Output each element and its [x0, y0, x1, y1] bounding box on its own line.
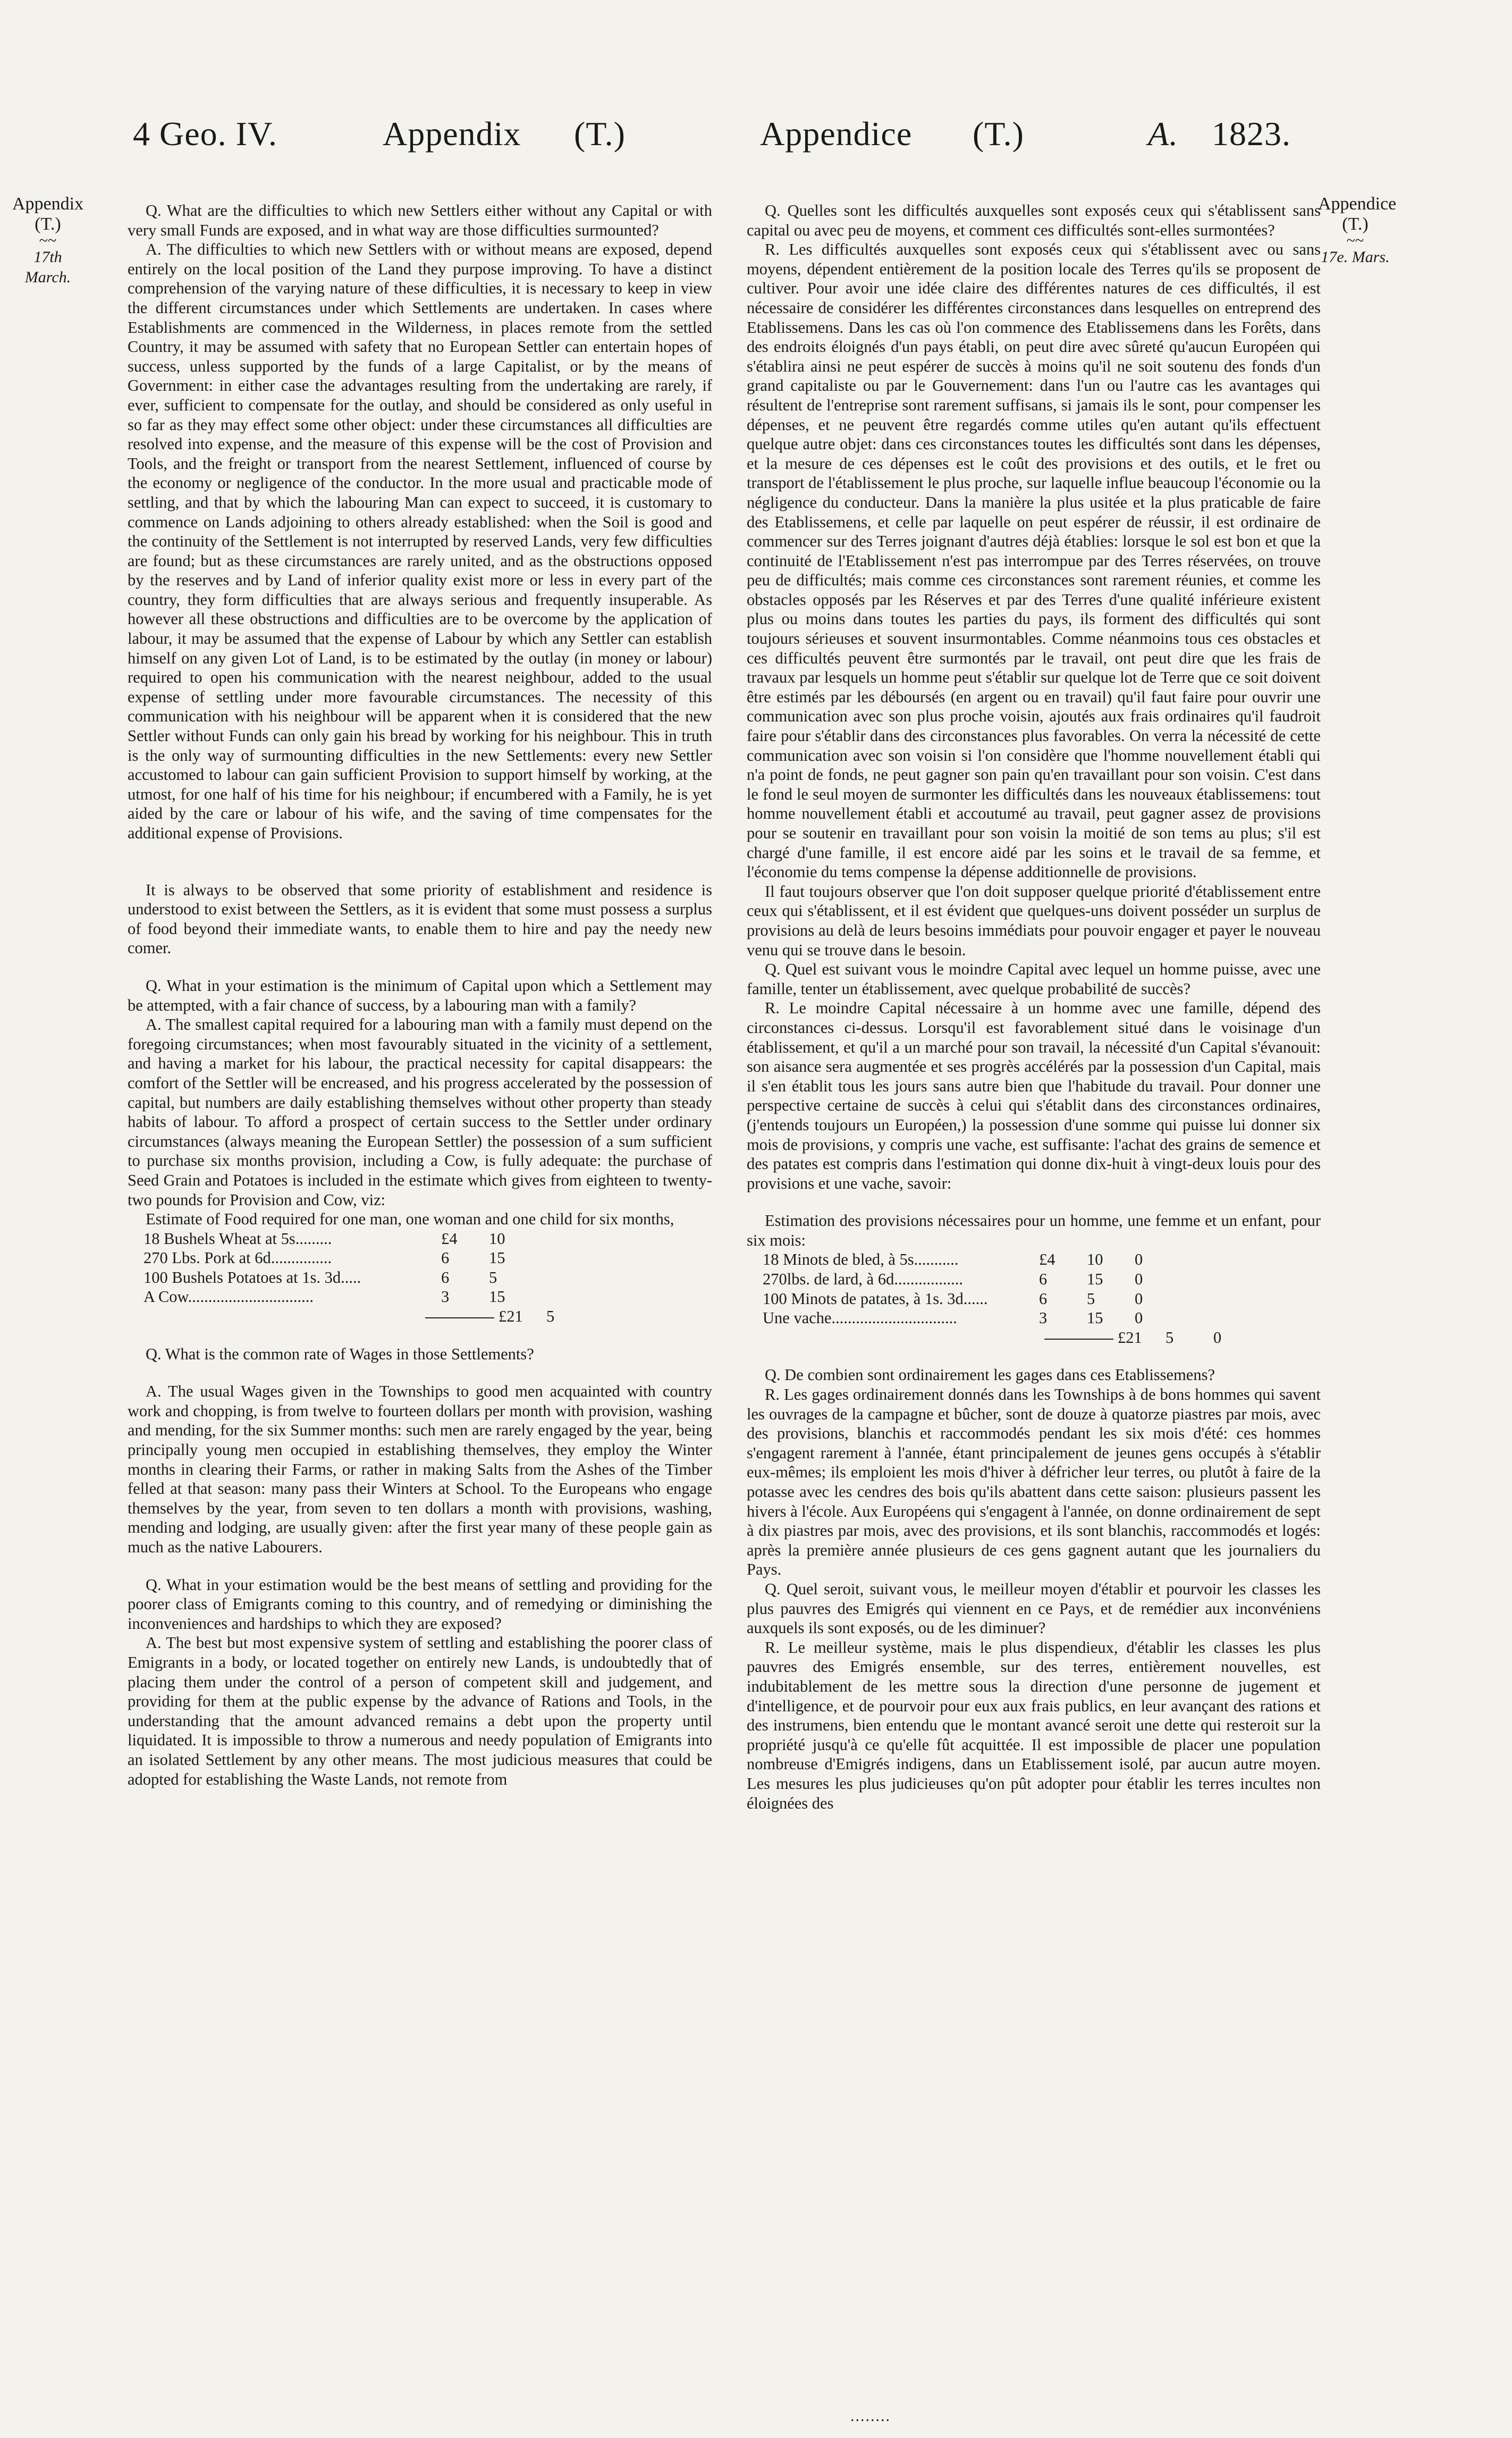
priority-note: Il faut toujours observer que l'on doit supposer quelque priorité d'établissement entre ceux qui s'établissent, et il est évident que quelques-uns doivent posséder un surplus de provisions au delà de leurs besoins immédiats pour pouvoir engager et payer le nouveau venu qui se trouve dans le besoin.	[747, 882, 1321, 959]
estimate-total: £21 5	[128, 1307, 712, 1326]
estimate-intro: Estimation des provisions nécessaires pour un homme, une femme et un enfant, pour six mois:	[747, 1212, 1321, 1249]
question-3: Q. De combien sont ordinairement les gages dans ces Etablissemens?	[765, 1366, 1215, 1384]
a-mark: A.	[1148, 115, 1179, 153]
answer-1: A. The difficulties to which new Settlers with or without means are exposed, depend entirely on the local position of the Land they purpose improving. To have a distinct comprehension of the varying nature of these difficulties, it is necessary to keep in view the different circumstances under which Settlements are undertaken. In cases where Establishments are commenced in the Wilderness, in places remote from the settled Country, it may be assumed with safety that no European Settler can entertain hopes of success, unless supported by the funds of a large Capitalist, or by the means of Government: in either case the advantages resulting from the undertaking are rarely, if ever, sufficient to compensate for the outlay, and should be considered as only useful in so far as they may effect some other object: under these circumstances all difficulties are resolved into expense, and the measure of this expense will be the cost of Provision and Tools, and the freight or transport from the nearest Settlement, influenced of course by the economy or negligence of the conductor. In the more usual and practicable mode of settling, and that by which the labouring Man can expect to succeed, it is customary to commence on Lands adjoining to others already established: when the Soil is good and the continuity of the Settlement is not interrupted by reserved Lands, very few difficulties are found; but as these circumstances are rarely united, and as the obstructions opposed by the reserves and by Land of inferior quality exist more or less in every part of the country, they form difficulties that are always serious and frequently insuperable. As however all these obstructions and difficulties are to be overcome by the application of labour, it may be assumed that the expense of Labour by which any Settler can establish himself on any given Lot of Land, is to be estimated by the outlay (in money or labour) required to open his communication with the nearest neighbour, added to the usual expense of settling under more favourable circumstances. The necessity of this communication with his neighbour will be apparent when it is considered that the new Settler without Funds can only gain his bread by working for his neighbour. This in truth is the only way of surmounting difficulties in the new Settlements: every new Settler accustomed to labour can gain sufficient Provision to support himself by working, at the utmost, for one half of his time for his neighbour; if encumbered with a Family, he is yet aided by the care or labour of his wife, and the saving of time compensates for the additional expense of Provisions.	[128, 240, 712, 842]
year-label: 1823.	[1212, 115, 1291, 153]
french-column	[747, 201, 1321, 2412]
question-4: Q. Quel seroit, suivant vous, le meilleur moyen d'établir et pourvoir les classes les plus pauvres des Emigrés qui viennent en ce Pays, et de remédier aux inconvéniens auxquels ils sont exposés, ou de les diminuer?	[747, 1579, 1321, 1637]
estimate-row: 100 Bushels Potatoes at 1s. 3d..... 6 5	[143, 1268, 497, 1287]
appendix-label-fr: Appendice	[760, 115, 913, 153]
estimate-row: 270 Lbs. Pork at 6d............... 6 15	[143, 1249, 505, 1267]
answer-3: R. Les gages ordinairement donnés dans les Townships à de bons hommes qui savent les ouvrages de la campagne et bûcher, sont de douze à quatorze piastres par mois, avec des provisions, blanchis et raccommodés pendant les six mois d'été: ces hommes s'engagent rarement à l'année, étant principalement de jeunes gens occupés à s'établir eux-mêmes; ils emploient les mois d'hiver à défricher leur terres, ou plutôt à faire de la potasse avec les cendres des bois qu'ils abattent dans cette saison: plusieurs passent les hivers à l'école. Aux Européens qui s'engagent à l'année, on donne ordinairement de sept à dix piastres par mois, avec des provisions, et ils sont blanchis, raccommodés et logés: après la première année plusieurs de ces gens gagnent autant que les journaliers du Pays.	[747, 1385, 1321, 1579]
answer-4: A. The best but most expensive system of settling and establishing the poorer class of Emigrants in a body, or located together on entirely new Lands, is undoubtedly that of placing them under the control of a person of competent skill and judgement, and providing for them at the public expense by the advance of Rations and Tools, in the understanding that the amount advanced remains a debt upon the property until liquidated. It is impossible to throw a numerous and needy population of Emigrants into an isolated Settlement by any other means. The most judicious measures that could be adopted for establishing the Waste Lands, not remote from	[128, 1634, 712, 1788]
answer-4: R. Le meilleur système, mais le plus dispendieux, d'établir les classes les plus pauvres des Emigrés ensemble, sur des terres, entièrement nouvelles, est indubitablement de les mettre sous la direction d'une personne de jugement et d'intelligence, et de pourvoir pour eux aux frais publics, en leur avançant des rations et des instrumens, bien entendu que le montant avancé seroit une dette qui resteroit sur la propriété jusqu'à ce qu'elle fût acquittée. Il est impossible de placer une population nombreuse d'Emigrés indigens, dans un Etablissement isolé, par aucun autre moyen. Les mesures les plus judicieuses qu'on pût adopter pour établir les terres incultes non éloignées des	[747, 1638, 1321, 1812]
estimate-intro: Estimate of Food required for one man, one woman and one child for six months,	[146, 1210, 674, 1229]
appendix-label-en: Appendix	[383, 115, 521, 153]
question-1: Q. Quelles sont les difficultés auxquelles sont exposés ceux qui s'établissent sans capital ou avec peu de moyens, et comment ces difficultés sont-elles surmontées?	[747, 201, 1321, 239]
running-header	[133, 114, 1302, 162]
question-4: Q. What in your estimation would be the best means of settling and providing for the poorer class of Emigrants coming to this country, and of remedying or diminishing the inconveniences and hardships to which they are exposed?	[128, 1575, 712, 1633]
question-2: Q. Quel est suivant vous le moindre Capital avec lequel un homme puisse, avec une famille, tenter un établissement, avec quelque probabilité de succès?	[747, 960, 1321, 998]
estimate-row: 18 Minots de bled, à 5s........... £4 10 0	[763, 1250, 1143, 1269]
catchword: ........	[850, 2407, 891, 2425]
question-3: Q. What is the common rate of Wages in those Settlements?	[146, 1344, 534, 1363]
margin-date: 17th March.	[24, 248, 71, 286]
answer-2: R. Le moindre Capital nécessaire à un homme avec une famille, dépend des circonstances ci-dessus. Lorsqu'il est favorablement situé dans le voisinage d'un établissement, et qu'il a un marché pour son travail, la nécessité d'un Capital s'évanouit: son aisance sera augmentée et ses progrès accélérés par la possession d'un Capital, mais il s'en établit tous les jours sans autre bien que l'habitude du travail. Pour donner une perspective certaine de succès à celui qui s'établit dans des circonstances ordinaires, (j'entends toujours un Européen,) la possession d'une somme qui puisse lui donner six mois de provisions, y compris une vache, est suffisante: l'achat des grains de semence et des patates est compris dans l'estimation qui donne dix-huit à vingt-deux louis pour des provisions et une vache, savoir:	[747, 999, 1321, 1192]
flourish-ornament: ~~	[1346, 232, 1364, 249]
session-label: 4 Geo. IV.	[133, 115, 277, 153]
estimate-row: A Cow............................... 3 15	[143, 1288, 505, 1306]
priority-note: It is always to be observed that some priority of establishment and residence is understood to exist between the Settlers, as it is evident that some must possess a surplus of food beyond their immediate wants, to enable them to hire and pay the needy new comer.	[128, 880, 712, 957]
question-2: Q. What in your estimation is the minimum of Capital upon which a Settlement may be attempted, with a fair chance of success, by a labouring man with a family?	[128, 976, 712, 1014]
answer-3: A. The usual Wages given in the Townships to good men acquainted with country work and chopping, is from twelve to fourteen dollars per month with provision, washing and mending, for the six Summer months: such men are rarely engaged by the year, being principally young men occupied in establishing themselves, they employ the Winter months in clearing their Farms, or rather in making Salts from the Ashes of the Timber felled at that season: many pass their Winters at School. To the Europeans who engage themselves by the year, from seven to ten dollars a month with provisions, washing, mending and lodging, are usually given: after the first year many of these people gain as much as the native Labourers.	[128, 1382, 712, 1556]
estimate-row: 18 Bushels Wheat at 5s......... £4 10	[143, 1229, 505, 1248]
flourish-ornament: ~~	[39, 232, 57, 249]
estimate-table	[747, 1250, 1321, 1347]
margin-appendix-letter: (T.)	[35, 214, 61, 234]
answer-1: R. Les difficultés auxquelles sont exposés ceux qui s'établissent avec ou sans moyens, dépendent entièrement de la position locale des Terres qu'ils se proposent de cultiver. Pour avoir une idée claire des différentes natures de ces difficultés, il est nécessaire de considérer les différentes circonstances dans lesquelles on entreprend des Etablissemens. Dans les cas où l'on commence des Etablissemens dans les Forêts, dans des endroits éloignés d'un pays établi, on peut dire avec sûreté qu'aucun Européen qui s'établira ainsi ne peut espérer de succès à moins qu'il ne soit soutenu des fonds d'un grand capitaliste ou par le Gouvernement: dans l'un ou l'autre cas les avantages qui résultent de l'entreprise sont rarement suffisans, si jamais ils le sont, pour compenser les dépenses, et ne peuvent être regardés comme utiles qu'en autant qu'ils effectuent quelque autre objet: dans ces circonstances toutes les difficultés sont dans les dépenses, et la mesure de ces dépenses est le coût des provisions et des outils, et le fret ou transport de l'établissement le plus proche, sur laquelle influe beaucoup l'économie ou la négligence du conducteur. Dans la manière la plus usitée et la plus praticable de faire des Etablissemens, et celle par laquelle on peut espérer de réussir, il est ordinaire de commencer sur des Terres joignant d'autres déjà établies: lorsque le sol est bon et que la continuité de l'Etablissement n'est pas interrompue par des Terres réservées, on trouve peu de difficultés; mais comme ces circonstances sont rarement réunies, et comme les obstacles opposés par les Réserves et par des Terres d'une qualité inférieure existent plus ou moins dans toutes les parties du pays, ils forment des difficultés qui sont toujours sérieuses et souvent insurmontables. Comme néanmoins tous ces obstacles et ces difficultés peuvent être surmontés par le travail, ont peut dire que les frais de travaux par lesquels un homme peut s'établir sur quelque lot de Terre que ce soit doivent être estimés par les déboursés (en argent ou en travail) qu'il faut faire pour ouvrir une communication avec son plus proche voisin, ajoutés aux frais ordinaires qu'il faudroit faire pour s'établir dans des circonstances plus favorables. On verra la nécessité de cette communication avec son voisin si l'on considère que l'homme nouvellement établi qui n'a point de fonds, ne peut gagner son pain qu'en travaillant pour son voisin. C'est dans le fond le seul moyen de surmonter les difficultés dans les nouveaux établissemens: tout homme nouvellement établi et accoutumé au travail, peut gagner assez de provisions pour se soutenir en travaillant pour son voisin la moitié de son tems au plus; s'il est chargé d'une famille, il est encore aidé par les soins et le travail de sa femme, et l'économie du tems compense la dépense additionnelle de provisions.	[747, 240, 1321, 881]
estimate-row: Une vache............................... 3 15 0	[763, 1309, 1143, 1327]
margin-date: 17e. Mars.	[1321, 248, 1390, 266]
english-column	[128, 201, 712, 2412]
margin-appendix-label: Appendice	[1318, 194, 1397, 214]
estimate-total: £21 5 0	[747, 1328, 1321, 1348]
question-1: Q. What are the difficulties to which new Settlers either without any Capital or with very small Funds are exposed, and in what way are those difficulties surmounted?	[128, 201, 712, 239]
estimate-row: 100 Minots de patates, à 1s. 3d...... 6 5 0	[763, 1289, 1143, 1308]
appendix-letter-fr: (T.)	[973, 115, 1024, 153]
estimate-row: 270lbs. de lard, à 6d................. 6 15 0	[763, 1270, 1143, 1289]
margin-appendix-letter: (T.)	[1342, 214, 1369, 234]
estimate-table	[128, 1229, 712, 1326]
appendix-letter-en: (T.)	[574, 115, 626, 153]
answer-2: A. The smallest capital required for a labouring man with a family must depend on the foregoing circumstances; when most favourably situated in the vicinity of a settlement, and having a market for his labour, the practical necessity for capital disappears: the comfort of the Settler will be encreased, and his progress accelerated by the possession of capital, but numbers are daily establishing themselves without other property than steady habits of labour. To afford a prospect of certain success to the Settler under ordinary circumstances (always meaning the European Settler) the possession of a sum sufficient to purchase six months provision, including a Cow, is fully adequate: the purchase of Seed Grain and Potatoes is included in the estimate which gives from eighteen to twenty-two pounds for Provision and Cow, viz:	[128, 1015, 712, 1209]
margin-appendix-label: Appendix	[12, 194, 84, 214]
margin-note-right	[1318, 194, 1397, 267]
margin-note-left	[11, 194, 85, 288]
